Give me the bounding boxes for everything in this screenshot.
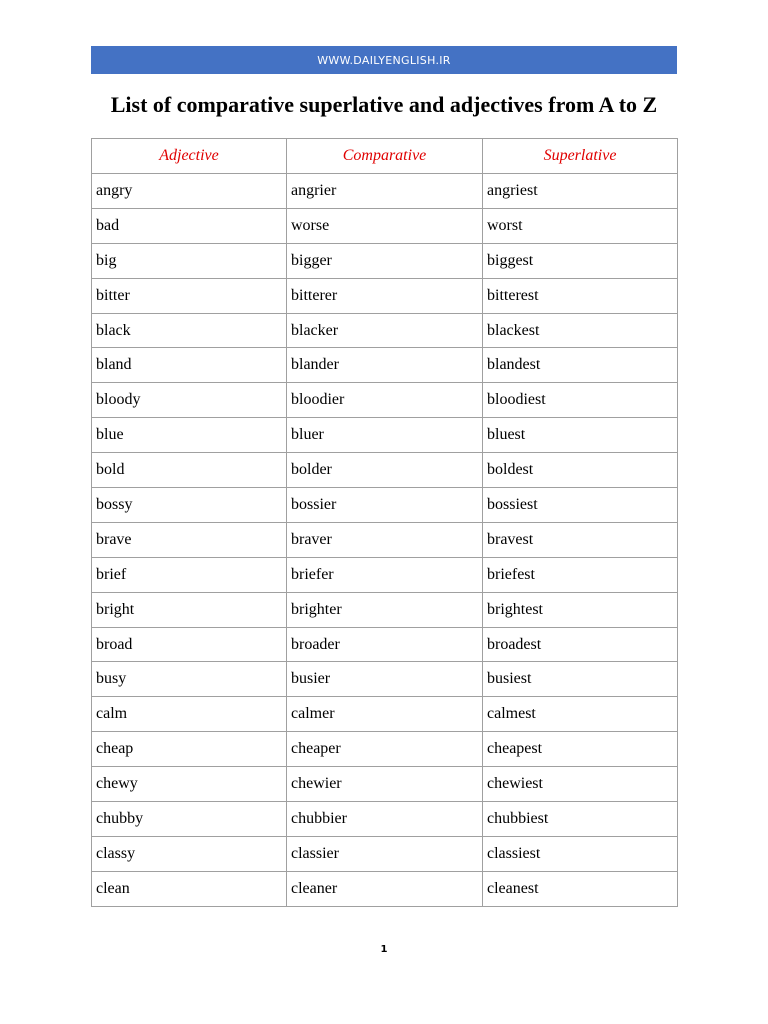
cell-adjective: bland [91,348,287,383]
cell-superlative: blackest [483,314,678,349]
table-row [91,383,678,418]
cell-comparative: bigger [287,244,483,279]
cell-superlative: chubbiest [483,802,678,837]
table-row [91,558,678,593]
cell-comparative: calmer [287,697,483,732]
table-row [91,453,678,488]
cell-comparative: cleaner [287,872,483,907]
cell-comparative: chewier [287,767,483,802]
cell-adjective: chubby [91,802,287,837]
cell-comparative: bitterer [287,279,483,314]
cell-adjective: brief [91,558,287,593]
cell-superlative: brightest [483,593,678,628]
cell-superlative: briefest [483,558,678,593]
cell-adjective: classy [91,837,287,872]
cell-superlative: bloodiest [483,383,678,418]
cell-adjective: cheap [91,732,287,767]
table-row [91,837,678,872]
cell-comparative: broader [287,628,483,663]
cell-superlative: busiest [483,662,678,697]
site-banner [91,46,677,74]
cell-superlative: broadest [483,628,678,663]
cell-comparative: busier [287,662,483,697]
cell-comparative: bluer [287,418,483,453]
page-title: List of comparative superlative and adjectives from A to Z [110,92,658,117]
cell-superlative: calmest [483,697,678,732]
cell-comparative: bloodier [287,383,483,418]
cell-adjective: chewy [91,767,287,802]
column-header-adjective: Adjective [91,138,287,174]
column-header-superlative: Superlative [483,138,678,174]
cell-adjective: clean [91,872,287,907]
table-row [91,628,678,663]
adjective-table [91,138,678,907]
cell-adjective: blue [91,418,287,453]
cell-comparative: braver [287,523,483,558]
table-header-row [91,138,678,174]
table-row [91,662,678,697]
cell-adjective: bad [91,209,287,244]
table-row [91,488,678,523]
cell-superlative: angriest [483,174,678,209]
cell-adjective: bold [91,453,287,488]
page-number: 1 [380,944,388,955]
cell-adjective: calm [91,697,287,732]
cell-superlative: cleanest [483,872,678,907]
cell-superlative: bossiest [483,488,678,523]
cell-superlative: worst [483,209,678,244]
table-row [91,732,678,767]
cell-comparative: chubbier [287,802,483,837]
cell-adjective: bossy [91,488,287,523]
cell-adjective: bright [91,593,287,628]
table-row [91,314,678,349]
cell-superlative: chewiest [483,767,678,802]
table-row [91,244,678,279]
table-row [91,802,678,837]
cell-comparative: worse [287,209,483,244]
cell-superlative: bluest [483,418,678,453]
cell-comparative: classier [287,837,483,872]
cell-adjective: bitter [91,279,287,314]
cell-comparative: cheaper [287,732,483,767]
table-row [91,697,678,732]
cell-adjective: angry [91,174,287,209]
cell-comparative: briefer [287,558,483,593]
table-row [91,348,678,383]
cell-comparative: blander [287,348,483,383]
cell-adjective: bloody [91,383,287,418]
table-body [91,174,678,907]
cell-superlative: boldest [483,453,678,488]
cell-superlative: cheapest [483,732,678,767]
cell-comparative: angrier [287,174,483,209]
cell-superlative: blandest [483,348,678,383]
cell-superlative: bitterest [483,279,678,314]
table-row [91,279,678,314]
table-row [91,418,678,453]
site-url: WWW.DAILYENGLISH.IR [317,53,451,67]
cell-comparative: bolder [287,453,483,488]
cell-adjective: black [91,314,287,349]
table-row [91,767,678,802]
cell-comparative: brighter [287,593,483,628]
cell-adjective: busy [91,662,287,697]
table-row [91,174,678,209]
cell-superlative: classiest [483,837,678,872]
table-row [91,523,678,558]
table-row [91,872,678,907]
cell-superlative: biggest [483,244,678,279]
cell-adjective: brave [91,523,287,558]
cell-comparative: bossier [287,488,483,523]
cell-adjective: big [91,244,287,279]
column-header-comparative: Comparative [287,138,483,174]
cell-comparative: blacker [287,314,483,349]
table-row [91,593,678,628]
table-row [91,209,678,244]
cell-adjective: broad [91,628,287,663]
cell-superlative: bravest [483,523,678,558]
